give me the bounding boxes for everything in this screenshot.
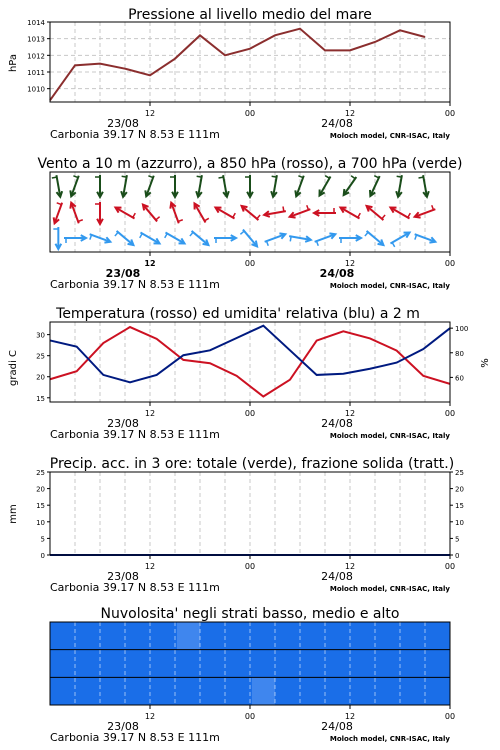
arrow-barb — [325, 176, 329, 179]
location-label: Carbonia 39.17 N 8.53 E 111m — [50, 731, 220, 744]
x-tick-label: 00 — [244, 259, 256, 268]
arrow-barb — [298, 176, 303, 178]
arrow-barb — [415, 235, 417, 240]
arrow-barb — [392, 243, 395, 247]
date-label: 24/08 — [321, 720, 353, 733]
credit-label: Moloch model, CNR-ISAC, Italy — [329, 585, 450, 593]
date-label: 24/08 — [321, 417, 353, 430]
y-tick-label: 25 — [36, 352, 45, 361]
x-tick-label: 12 — [344, 562, 356, 571]
wind-850-arrow — [95, 202, 103, 224]
wind-10m-arrow — [240, 230, 257, 247]
x-tick-label: 12 — [344, 712, 356, 721]
arrow-barb — [351, 176, 355, 179]
arrow-barb — [156, 217, 160, 220]
wind-10m-arrow — [140, 233, 160, 244]
wind-850-arrow — [54, 203, 62, 224]
y-tick-label: 20 — [36, 485, 45, 494]
arrow-shaft — [140, 233, 159, 244]
y-tick-label-right: 25 — [455, 469, 464, 477]
wind-700-arrow — [145, 176, 153, 197]
arrow-barb — [307, 205, 309, 210]
arrow-barb — [197, 176, 202, 177]
wind-700-arrow — [370, 176, 380, 196]
pressure-line — [50, 29, 425, 101]
wind-850-arrow — [195, 203, 209, 222]
credit-label: Moloch model, CNR-ISAC, Italy — [329, 432, 450, 440]
x-tick-label: 00 — [444, 109, 456, 118]
y-tick-label: 0 — [40, 552, 45, 560]
x-tick-label: 00 — [444, 259, 456, 268]
chart-layer — [27, 19, 468, 744]
precip-title: Precip. acc. in 3 ore: totale (verde), frazione solida (tratt.) — [49, 456, 455, 472]
arrow-barb — [190, 232, 193, 236]
wind-700-arrow — [271, 175, 277, 197]
y-tick-label-right: 15 — [455, 502, 464, 511]
date-label: 24/08 — [321, 117, 353, 130]
arrow-barb — [267, 241, 269, 246]
cloud-cell-light — [177, 622, 200, 650]
arrow-shaft — [390, 233, 409, 244]
date-label: 24/08 — [319, 267, 355, 280]
humidity-ylabel: % — [480, 358, 491, 368]
wind-700-arrow — [419, 175, 429, 197]
wind-700-arrow — [121, 175, 127, 197]
credit-label: Moloch model, CNR-ISAC, Italy — [329, 282, 450, 290]
x-tick-label: 12 — [144, 409, 156, 418]
temperature-ylabel: gradi C — [8, 350, 19, 386]
date-label: 23/08 — [107, 720, 139, 733]
wind-700-arrow — [70, 176, 78, 197]
y-tick-label-right: 5 — [455, 535, 460, 544]
wind-850-arrow — [367, 206, 386, 220]
arrow-barb — [73, 176, 78, 178]
arrow-shaft — [195, 203, 206, 222]
arrow-barb — [57, 203, 62, 205]
arrow-barb — [432, 205, 434, 210]
wind-700-arrow — [170, 175, 178, 197]
cloud-title: Nuvolosita' negli strati basso, medio e alto — [100, 606, 400, 622]
wind-10m-arrow — [115, 231, 134, 245]
arrow-barb — [115, 232, 118, 236]
date-label: 23/08 — [107, 417, 139, 430]
arrow-barb — [90, 235, 92, 240]
y-tick-label: 5 — [40, 535, 45, 544]
y-tick-label: 1010 — [27, 85, 45, 94]
x-tick-label: 12 — [144, 259, 156, 268]
precip-ylabel: mm — [8, 504, 19, 524]
arrow-barb — [78, 220, 83, 222]
y-tick-label-right: 0 — [455, 552, 460, 560]
y-tick-label-right: 20 — [455, 485, 464, 494]
x-tick-label: 00 — [244, 712, 256, 721]
wind-700-arrow — [95, 175, 103, 197]
date-label: 23/08 — [107, 570, 139, 583]
wind-10m-arrow — [190, 231, 209, 245]
y-tick-label-right: 100 — [455, 325, 469, 334]
wind-700-arrow — [52, 175, 62, 197]
x-tick-label: 00 — [444, 712, 456, 721]
arrow-barb — [178, 220, 183, 222]
x-tick-label: 00 — [444, 409, 456, 418]
date-label: 23/08 — [107, 117, 139, 130]
x-tick-label: 00 — [244, 109, 256, 118]
arrow-barb — [283, 207, 284, 212]
x-tick-label: 00 — [444, 562, 456, 571]
location-label: Carbonia 39.17 N 8.53 E 111m — [50, 428, 220, 441]
arrow-barb — [205, 218, 209, 221]
wind-10m-arrow — [165, 233, 185, 244]
y-tick-label-right: 80 — [455, 349, 464, 358]
wind-10m-arrow — [53, 227, 61, 249]
y-tick-label: 1013 — [27, 35, 45, 44]
arrow-barb — [419, 177, 424, 178]
credit-label: Moloch model, CNR-ISAC, Italy — [329, 132, 450, 140]
y-tick-label: 30 — [36, 331, 45, 340]
arrow-barb — [165, 234, 168, 238]
arrow-barb — [133, 213, 136, 217]
pressure-title: Pressione al livello medio del mare — [128, 7, 372, 23]
arrow-barb — [317, 241, 319, 246]
x-tick-label: 00 — [244, 562, 256, 571]
y-tick-label: 15 — [36, 394, 45, 403]
cloud-cell-light — [252, 677, 275, 705]
wind-700-arrow — [320, 176, 331, 196]
x-tick-label: 00 — [244, 409, 256, 418]
date-label: 24/08 — [321, 570, 353, 583]
date-label: 23/08 — [105, 267, 141, 280]
arrow-barb — [290, 236, 291, 241]
temperature-title: Temperatura (rosso) ed umidita' relativa (blu) a 2 m — [56, 306, 420, 322]
arrow-barb — [365, 232, 368, 236]
arrow-barb — [233, 213, 236, 217]
plot-frame — [50, 322, 450, 402]
wind-700-arrow — [219, 175, 229, 197]
y-tick-label: 25 — [36, 469, 45, 477]
arrow-barb — [408, 213, 411, 217]
arrow-barb — [257, 215, 260, 219]
wind-title: Vento a 10 m (azzurro), a 850 hPa (rosso), a 700 hPa (verde) — [37, 156, 463, 172]
y-tick-label-right: 10 — [455, 518, 464, 527]
wind-700-arrow — [245, 175, 253, 197]
y-tick-label: 20 — [36, 373, 45, 382]
credit-label: Moloch model, CNR-ISAC, Italy — [329, 735, 450, 743]
arrow-barb — [374, 176, 379, 178]
location-label: Carbonia 39.17 N 8.53 E 111m — [50, 581, 220, 594]
arrow-barb — [358, 213, 361, 217]
x-tick-label: 12 — [144, 109, 156, 118]
arrow-barb — [219, 177, 224, 178]
pressure-ylabel: hPa — [8, 53, 19, 73]
y-tick-label-right: 60 — [455, 374, 464, 383]
x-tick-label: 12 — [344, 259, 356, 268]
wind-850-arrow — [170, 203, 182, 224]
x-tick-label: 12 — [144, 712, 156, 721]
wind-850-arrow — [242, 206, 261, 220]
wind-700-arrow — [396, 175, 402, 197]
wind-10m-arrow — [365, 231, 384, 245]
y-tick-label: 15 — [36, 502, 45, 511]
x-tick-label: 12 — [144, 562, 156, 571]
arrow-shaft — [165, 233, 184, 244]
arrow-barb — [122, 176, 127, 177]
x-tick-label: 12 — [344, 409, 356, 418]
wind-850-arrow — [70, 203, 82, 224]
arrow-barb — [148, 176, 153, 178]
location-label: Carbonia 39.17 N 8.53 E 111m — [50, 278, 220, 291]
arrow-barb — [52, 177, 57, 178]
wind-700-arrow — [196, 175, 202, 197]
y-tick-label: 1012 — [27, 52, 45, 61]
y-tick-label: 1011 — [27, 69, 45, 77]
arrow-barb — [140, 234, 143, 238]
wind-700-arrow — [344, 176, 357, 195]
y-tick-label: 10 — [36, 518, 45, 527]
location-label: Carbonia 39.17 N 8.53 E 111m — [50, 128, 220, 141]
arrow-barb — [240, 231, 244, 234]
arrow-barb — [272, 176, 277, 177]
arrow-barb — [397, 176, 402, 177]
y-tick-label: 1014 — [27, 19, 45, 27]
wind-700-arrow — [295, 176, 303, 197]
wind-850-arrow — [143, 205, 160, 222]
x-tick-label: 12 — [344, 109, 356, 118]
arrow-barb — [382, 215, 385, 219]
